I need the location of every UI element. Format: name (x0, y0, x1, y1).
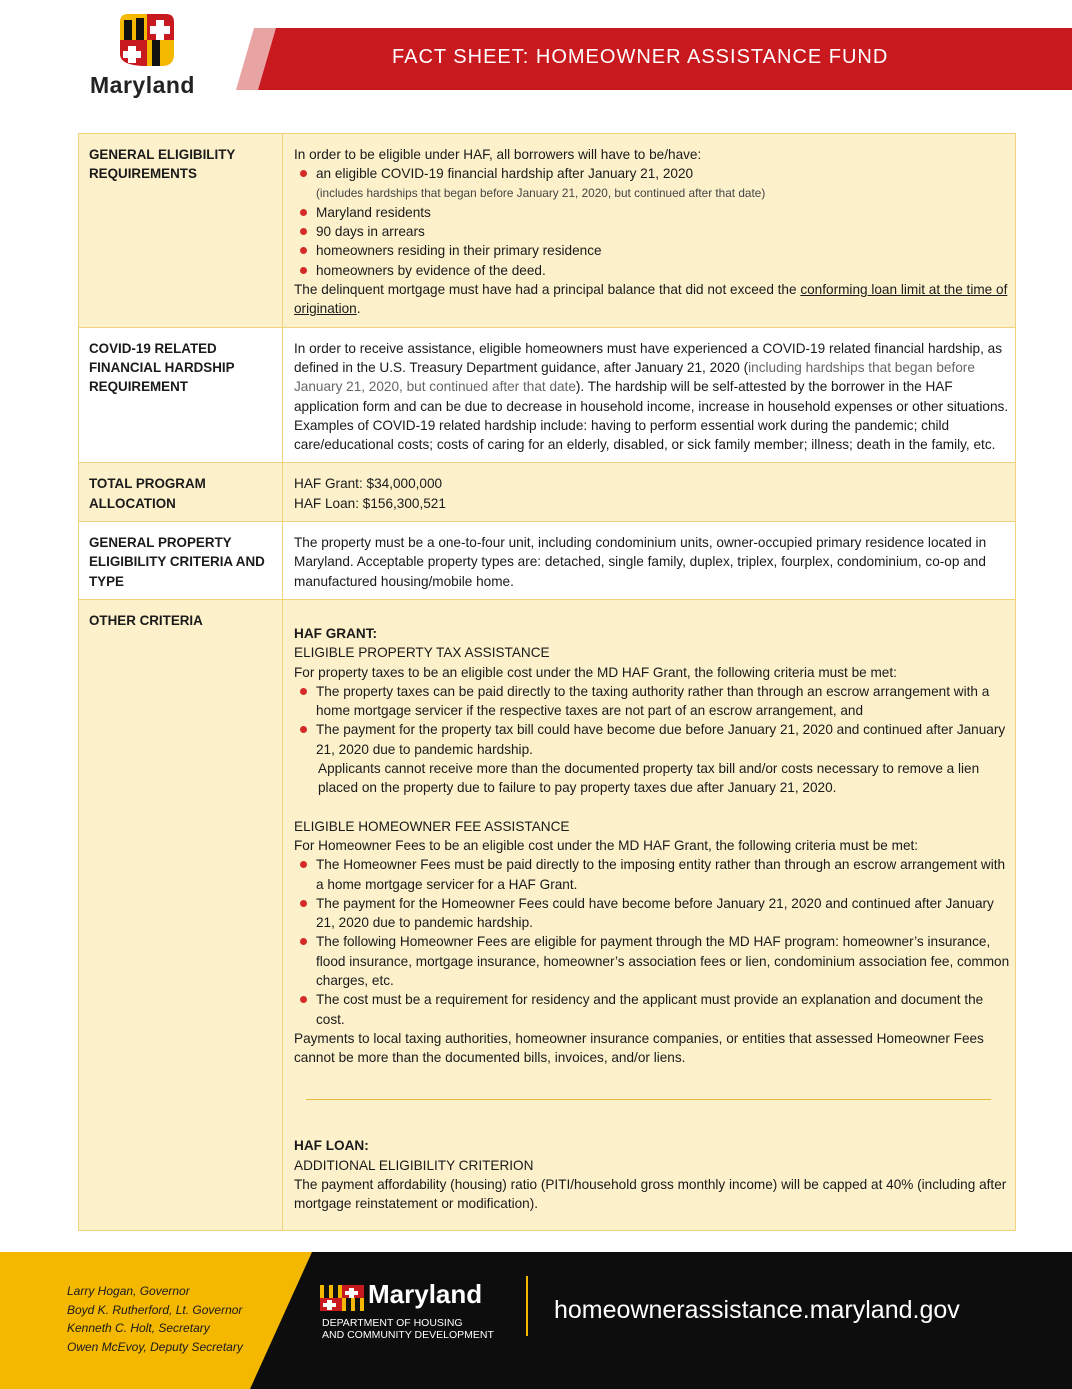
row-content (283, 463, 1016, 522)
row-content (283, 134, 1016, 328)
maryland-logo (88, 14, 218, 98)
page-title: FACT SHEET: HOMEOWNER ASSISTANCE FUND (392, 46, 889, 68)
conforming-loan-limit-link[interactable]: conforming loan limit at the time of origination (294, 282, 1008, 317)
tax-criteria-list (294, 682, 1011, 759)
tax-intro: For property taxes to be an eligible cost under the MD HAF Grant, the following criteria must be met: (294, 664, 897, 680)
list-item (316, 164, 1011, 183)
fee-intro: For Homeowner Fees to be an eligible cost under the MD HAF Grant, the following criteria must be met: (294, 837, 919, 853)
list-item-text: The Homeowner Fees must be paid directly to the imposing entity rather than through an escrow arrangement with a home mortgage servicer for a HAF Grant. (316, 857, 1006, 892)
eligibility-list (294, 164, 1011, 183)
table-row (79, 134, 1016, 328)
list-item-text: The cost must be a requirement for residency and the applicant must provide an explanation and document the cost. (316, 992, 984, 1027)
row-label: GENERAL ELIGIBILITY REQUIREMENTS (79, 134, 283, 328)
row-content (283, 327, 1016, 463)
list-item-text: homeowners residing in their primary residence (316, 243, 602, 259)
footer-logo-wordmark: Maryland (368, 1279, 483, 1309)
department-name (322, 1317, 494, 1341)
table-row (79, 522, 1016, 600)
list-item-text: The property taxes can be paid directly to the taxing authority rather than through an escrow arrangement with a home mortgage servicer if the respective taxes are not part of an escrow arrangement, and (316, 683, 990, 719)
list-item (316, 222, 1011, 241)
official-deputy-secretary: Owen McEvoy, Deputy Secretary (67, 1339, 243, 1354)
officials-list (67, 1282, 243, 1356)
row-content (283, 599, 1016, 1230)
logo-wordmark: Maryland (90, 72, 195, 98)
row-label: COVID-19 RELATED FINANCIAL HARDSHIP REQUIREMENT (79, 327, 283, 463)
list-item-text: The following Homeowner Fees are eligible for payment through the MD HAF program: homeowner’s insurance, flood insurance, mortgage insurance, homeowner’s association fees or lien, condominium association fee, common charges, etc. (316, 934, 1010, 988)
table-row (79, 463, 1016, 522)
official-lt-governor: Boyd K. Rutherford, Lt. Governor (67, 1302, 243, 1317)
fee-criteria-list (294, 855, 1011, 1029)
fee-outro: Payments to local taxing authorities, homeowner insurance companies, or entities that assessed Homeowner Fees cannot be more than the documented bills, invoices, and/or liens. (294, 1030, 984, 1066)
list-item (316, 720, 1011, 759)
maryland-flag-icon (320, 1285, 364, 1311)
department-line-2: AND COMMUNITY DEVELOPMENT (322, 1329, 494, 1341)
row-content: The property must be a one-to-four unit, including condominium units, owner-occupied primary residence located in Maryland. Acceptable property types are: detached, single family, duplex, triplex, fourplex, condominium, co-op and manufactured housing/mobile home. (283, 522, 1016, 600)
list-item (316, 894, 1011, 933)
list-item (316, 855, 1011, 894)
list-item-text: homeowners by evidence of the deed. (316, 262, 546, 278)
list-item-text: The payment for the property tax bill could have become due before January 21, 2020 and continued after January 21, 2020 due to pandemic hardship. (316, 722, 1006, 757)
row-label: GENERAL PROPERTY ELIGIBILITY CRITERIA AND TYPE (79, 522, 283, 600)
list-item (316, 241, 1011, 260)
official-governor: Larry Hogan, Governor (67, 1284, 190, 1298)
website-link[interactable]: homeownerassistance.maryland.gov (554, 1296, 960, 1324)
list-item-text: 90 days in arrears (316, 224, 425, 240)
fee-heading: ELIGIBLE HOMEOWNER FEE ASSISTANCE (294, 818, 570, 834)
eligibility-list-cont (294, 203, 1011, 280)
list-item-text: an eligible COVID-19 financial hardship after January 21, 2020 (316, 166, 694, 182)
hardship-note: (includes hardships that began before January 21, 2020, but continued after that date) (316, 185, 766, 200)
outro-text: The delinquent mortgage must have had a principal balance that did not exceed the (294, 282, 801, 298)
official-secretary: Kenneth C. Holt, Secretary (67, 1321, 210, 1335)
haf-loan-heading: HAF LOAN: (294, 1138, 369, 1154)
list-item (316, 203, 1011, 222)
list-item (316, 990, 1011, 1029)
loan-text: The payment affordability (housing) ratio (PITI/household gross monthly income) will be capped at 40% (including after mortgage reinstatement or modification). (294, 1177, 1007, 1212)
table-row (79, 599, 1016, 1230)
loan-subheading: ADDITIONAL ELIGIBILITY CRITERION (294, 1157, 534, 1173)
list-item-text: Maryland residents (316, 204, 431, 220)
section-divider (306, 1099, 991, 1100)
department-line-1: DEPARTMENT OF HOUSING (322, 1317, 463, 1329)
general-intro: In order to be eligible under HAF, all borrowers will have to be/have: (294, 147, 702, 162)
list-item (316, 932, 1011, 990)
fact-sheet-table (78, 133, 1016, 1231)
list-item-text: The payment for the Homeowner Fees could have become before January 21, 2020 and continued after January 21, 2020 due to pandemic hardship. (316, 895, 994, 931)
tax-note: Applicants cannot receive more than the documented property tax bill and/or costs necessary to remove a lien placed on the property due to failure to pay property taxes due after January 21, 2020. (318, 761, 980, 796)
covid-text-grey: including hardships that began before January 21, 2020, but continued after that date (294, 359, 975, 395)
covid-text: In order to receive assistance, eligible homeowners must have experienced a COVID-19 related financial hardship, as defined in the U.S. Treasury Department guidance, after January 21, 2020 ( (294, 340, 1003, 375)
covid-text-end: ). The hardship will be self-attested by the borrower in the HAF application form and can be due to decrease in household income, increase in household expenses or other situations. Examples of COVID-19 related hardship include: having to perform essential work during the pandemic; child care/educational costs; costs of caring for an elderly, disabled, or sick family member; illness; death in the family, etc. (294, 379, 1009, 453)
general-outro (294, 280, 1011, 319)
table-row (79, 327, 1016, 463)
list-item (316, 261, 1011, 280)
row-label: TOTAL PROGRAM ALLOCATION (79, 463, 283, 522)
haf-grant-heading: HAF GRANT: (294, 625, 378, 641)
loan-allocation: HAF Loan: $156,300,521 (294, 495, 446, 511)
maryland-flag-icon (116, 14, 178, 66)
grant-allocation: HAF Grant: $34,000,000 (294, 476, 443, 492)
outro-end: . (356, 301, 361, 317)
footer-divider (526, 1276, 528, 1336)
list-item (316, 682, 1011, 721)
tax-heading: ELIGIBLE PROPERTY TAX ASSISTANCE (294, 645, 550, 661)
row-label: OTHER CRITERIA (79, 599, 283, 1230)
